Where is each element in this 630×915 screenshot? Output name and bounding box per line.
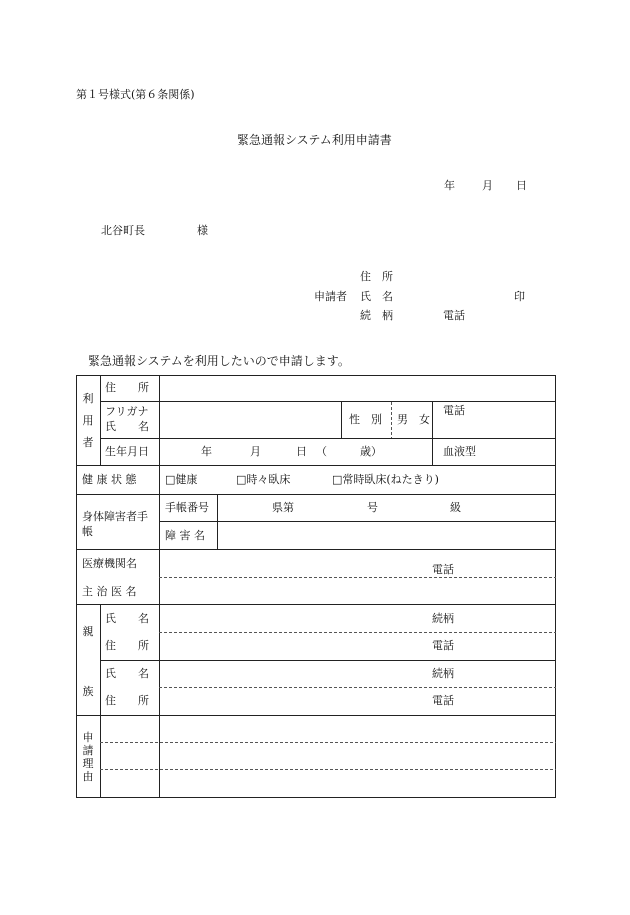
doctor-label: 主 治 医 名 [82, 585, 137, 598]
date-year: 年 [444, 179, 455, 192]
applicant-address-label: 住 所 [360, 270, 393, 283]
reason-header-char: 請 [82, 744, 94, 757]
furigana-label: フリガナ [105, 405, 149, 418]
health-option-sometimes[interactable]: □時々臥床 [236, 473, 291, 486]
sex-label: 性 別 [349, 413, 382, 426]
applicant-relation-label: 続 柄 [360, 309, 393, 322]
table-grid [76, 375, 556, 798]
relative2-relation-label: 続柄 [432, 667, 454, 680]
disability-notebook-label [82, 509, 156, 539]
health-label: 健 康 状 態 [82, 473, 137, 486]
relative2-name-label: 氏 名 [105, 667, 149, 680]
relative1-phone-label: 電話 [432, 639, 454, 652]
applicant-phone-label: 電話 [443, 309, 465, 322]
health-option-bedridden[interactable]: □常時臥床(ねたきり) [332, 473, 439, 486]
relative1-address-label: 住 所 [105, 639, 149, 652]
relatives-header-char: 族 [82, 685, 94, 698]
intro-text: 緊急通報システムを利用したいので申請します。 [88, 354, 350, 368]
birth-day: 日 [296, 445, 307, 458]
relative1-name-label: 氏 名 [105, 612, 149, 625]
age-open: （ [316, 445, 327, 458]
addressee-honorific: 様 [197, 224, 208, 237]
relative2-address-label: 住 所 [105, 694, 149, 707]
user-header-char: 用 [82, 414, 94, 427]
reason-header-char: 由 [82, 770, 94, 783]
disability-name-label: 障 害 名 [165, 529, 205, 542]
notebook-number-label: 手帳番号 [165, 501, 209, 514]
user-address-label: 住 所 [105, 381, 149, 394]
sex-options: 男 女 [397, 413, 430, 426]
medical-phone-label: 電話 [432, 563, 454, 576]
user-header-char: 者 [82, 436, 94, 449]
user-name-label: 氏 名 [105, 420, 149, 433]
reason-header-char: 理 [82, 757, 94, 770]
applicant-name-label: 氏 名 [360, 290, 393, 303]
blood-type-label: 血液型 [443, 445, 476, 458]
relatives-header-char: 親 [82, 625, 94, 638]
relative1-relation-label: 続柄 [432, 612, 454, 625]
date-month: 月 [482, 179, 493, 192]
grade-label: 級 [450, 501, 461, 514]
applicant-label: 申請者 [314, 290, 347, 303]
health-option-healthy[interactable]: □健康 [165, 473, 198, 486]
birth-label: 生年月日 [105, 445, 149, 458]
disability-notebook-text: 身体障害者手帳 [82, 510, 148, 538]
birth-year: 年 [201, 445, 212, 458]
document-title: 緊急通報システム利用申請書 [237, 133, 392, 147]
date-day: 日 [516, 179, 527, 192]
applicant-seal: 印 [514, 290, 525, 303]
form-number: 第１号様式(第６条関係) [76, 88, 195, 101]
user-header-char: 利 [82, 392, 94, 405]
user-phone-label: 電話 [443, 404, 465, 417]
addressee-name: 北谷町長 [101, 224, 145, 237]
relative2-phone-label: 電話 [432, 694, 454, 707]
application-table [76, 375, 556, 798]
number-label: 号 [367, 501, 378, 514]
birth-month: 月 [250, 445, 261, 458]
medical-institution-label: 医療機関名 [82, 557, 137, 570]
prefecture-label: 県第 [272, 501, 294, 514]
reason-header-char: 申 [82, 731, 94, 744]
age-label: 歳） [360, 445, 382, 458]
